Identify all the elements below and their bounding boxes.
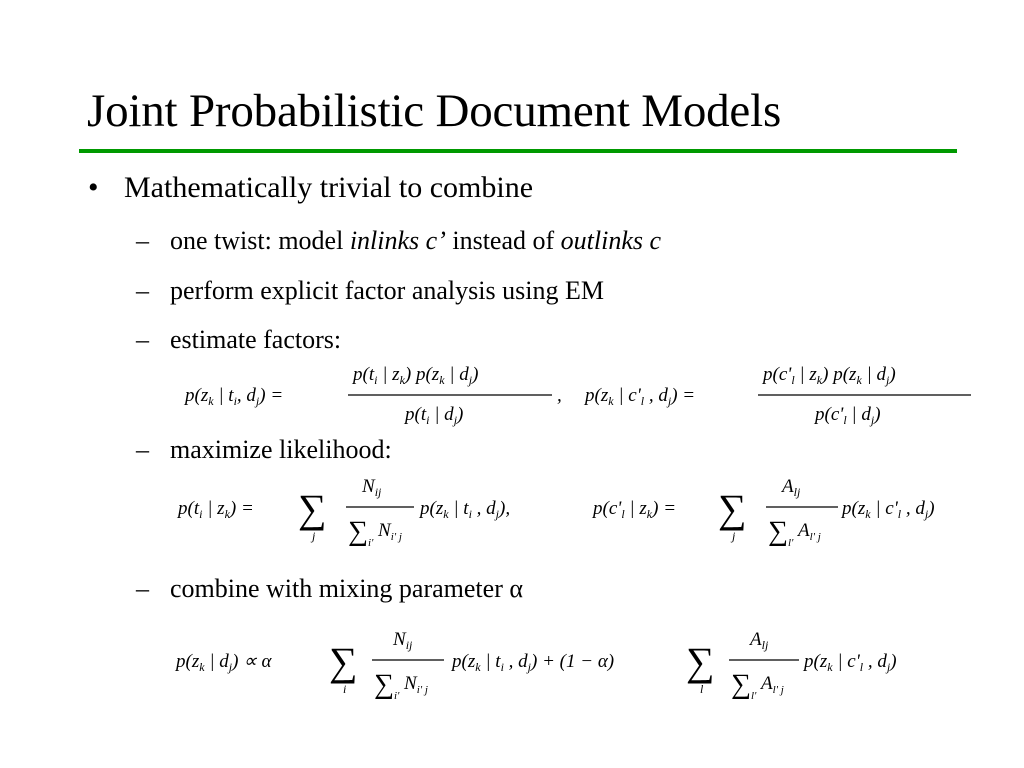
svg-text:p(c'l | zk) =: $p(c'_l$ | $z_k$) =	[593, 498, 677, 521]
svg-text:l': l'	[788, 537, 794, 549]
svg-text:l: l	[700, 682, 704, 696]
sub-item-twist	[136, 226, 661, 256]
svg-text:Ni' j: $N_{i' j}$	[404, 673, 428, 696]
svg-text:∑: ∑	[329, 639, 358, 684]
alpha-symbol: α	[509, 574, 523, 603]
svg-text:j: j	[732, 529, 736, 543]
svg-text:p(ti | zk) =: $p(t_i$ | $z_k$) =	[178, 498, 254, 521]
sub-text: instead of	[445, 226, 561, 255]
sub-marker: –	[136, 226, 149, 255]
svg-text:∑: ∑	[718, 486, 747, 531]
sub-emphasis: inlinks c’	[349, 226, 446, 255]
svg-text:p(zk | ti , dj),: $p(z_k$ | $t_i$ , $d_j$),	[420, 498, 511, 521]
svg-text:Ni' j: $N_{i' j}$	[378, 520, 402, 543]
svg-text:i: i	[343, 682, 347, 696]
svg-text:∑: ∑	[348, 516, 368, 547]
sub-item-em	[136, 276, 604, 306]
svg-text:j: j	[312, 529, 316, 543]
sub-text: one twist: model	[170, 226, 350, 255]
svg-text:∑: ∑	[768, 516, 788, 547]
svg-text:Nij: $N_{ij}$	[362, 476, 382, 499]
equation-estimate-factors	[185, 358, 985, 438]
sub-text: estimate factors:	[170, 325, 342, 354]
equation-mixing	[176, 620, 976, 715]
bullet-item	[88, 171, 533, 205]
svg-text:i': i'	[368, 537, 374, 549]
svg-text:∑: ∑	[686, 639, 715, 684]
svg-text:Alj: $A_{lj}$	[750, 629, 769, 652]
svg-text:p(ti | zk) p(zk | dj): $p(t_i$ | $z_k$) $p(z_k$ | $d_j$)	[353, 364, 479, 387]
bullet-marker: •	[88, 171, 99, 204]
sub-marker: –	[136, 435, 149, 464]
svg-text:∑: ∑	[731, 669, 751, 700]
sub-emphasis: outlinks c	[560, 226, 662, 255]
sub-item-combine	[136, 574, 523, 604]
svg-text:Al' j: $A_{l' j}$	[761, 673, 784, 696]
sub-text: combine with mixing parameter	[170, 574, 510, 603]
svg-text:p(c'l | zk) p(zk | dj): $p(c'_l$ | $z_k$) $p(z_k$ | $d_j$)	[763, 364, 896, 387]
sub-marker: –	[136, 276, 149, 305]
equation-graphic	[176, 620, 976, 715]
svg-text:∑: ∑	[298, 486, 327, 531]
sub-item-estimate	[136, 325, 341, 355]
svg-text:p(zk | c'l , dj) =: $p(z_k$ | $c'_l$ , $d_j$) =	[585, 385, 696, 408]
page-title: Joint Probabilistic Document Models	[87, 85, 782, 137]
svg-text:Alj: $A_{lj}$	[782, 476, 801, 499]
svg-text:p(zk | c'l , dj): $p(z_k$ | $c'_l$ , $d_j$)	[842, 498, 935, 521]
sub-marker: –	[136, 574, 149, 603]
svg-text:p(zk | c'l , dj): $p(z_k$ | $c'_l$ , $d_j$)	[804, 651, 897, 674]
svg-text:p(zk | ti , dj) + (1 − α): $p(z_k$ | $t_i$ , $d_j) + (1 - \alpha)$	[452, 651, 615, 674]
svg-text:∑: ∑	[374, 669, 394, 700]
svg-text:p(c'l | dj): $p(c'_l$ | $d_j$)	[815, 404, 881, 427]
svg-text:Al' j: $A_{l' j}$	[798, 520, 821, 543]
sub-text: perform explicit factor analysis using EM	[170, 276, 604, 305]
equation-maximize-likelihood	[178, 470, 998, 560]
sub-text: maximize likelihood:	[170, 435, 392, 464]
svg-text:Nij: $N_{ij}$	[393, 629, 413, 652]
title-divider	[79, 149, 957, 153]
svg-text:,: ,	[557, 385, 562, 406]
sub-item-maximize	[136, 435, 392, 465]
equation-graphic	[178, 470, 998, 560]
svg-text:p(zk | dj) ∝ α: $p(z_k$ | $d_j) \propto \alpha$	[176, 651, 272, 674]
equation-graphic	[185, 358, 985, 438]
bullet-text: Mathematically trivial to combine	[124, 171, 534, 204]
svg-text:p(zk | ti, dj) =: $p(z_k$ | $t_i$, $d_j$) =	[185, 385, 284, 408]
svg-text:l': l'	[751, 690, 757, 702]
svg-text:i': i'	[394, 690, 400, 702]
svg-text:p(ti | dj): $p(t_i$ | $d_j$)	[405, 404, 464, 427]
sub-marker: –	[136, 325, 149, 354]
